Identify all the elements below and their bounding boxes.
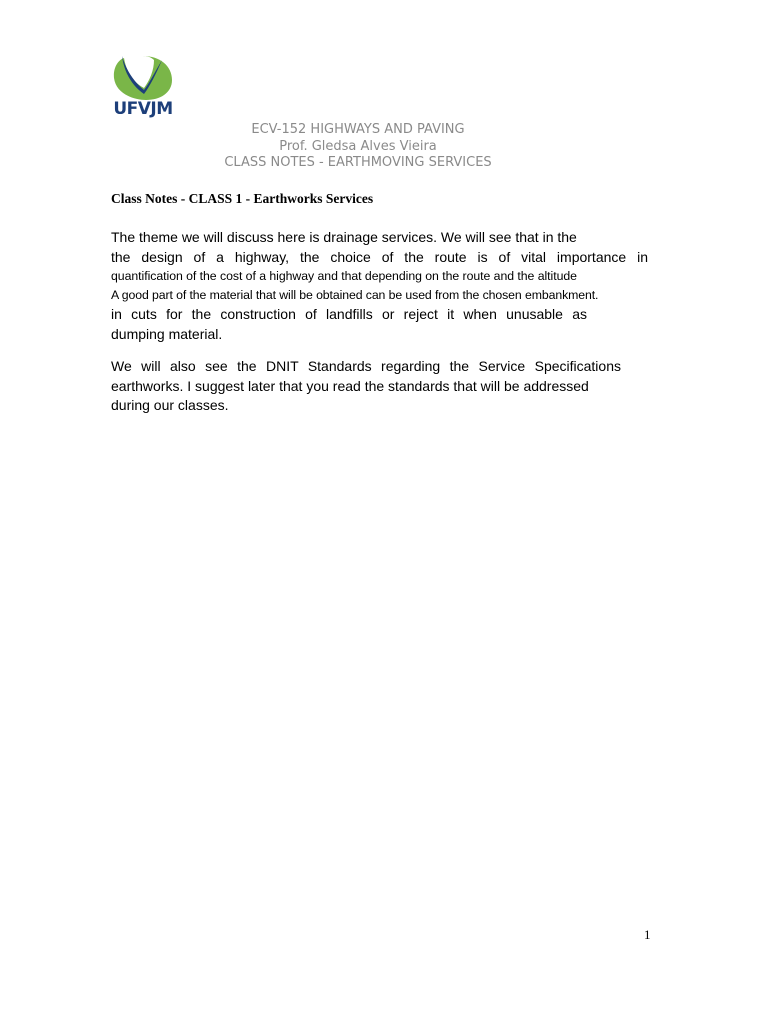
paragraph-1-line-3: quantification of the cost of a highway and that depending on the route and the altitude	[111, 269, 577, 283]
document-header	[150, 122, 566, 172]
paragraph-1-line-6: dumping material.	[111, 325, 223, 342]
notes-subtitle: CLASS NOTES - EARTHMOVING SERVICES	[224, 155, 492, 170]
paragraph-1-line-1: The theme we will discuss here is drainage services. We will see that in the	[111, 229, 577, 245]
paragraph-2-line-2: earthworks. I suggest later that you read the standards that will be addressed	[111, 377, 589, 394]
course-name: ECV-152 HIGHWAYS AND PAVING	[251, 122, 465, 137]
document-title: Class Notes - CLASS 1 - Earthworks Services	[111, 191, 374, 206]
paragraph-1-line-4: A good part of the material that will be obtained can be used from the chosen embankment.	[111, 288, 599, 302]
paragraph-1	[111, 228, 648, 344]
paragraph-2-line-3: during our classes.	[111, 397, 229, 413]
paragraph-2-line-1: We will also see the DNIT Standards regarding the Service Specifications	[111, 358, 621, 374]
paragraph-1-line-2: the design of a highway, the choice of the route is of vital importance in	[111, 248, 648, 265]
professor-name: Prof. Gledsa Alves Vieira	[279, 138, 437, 154]
paragraph-2	[111, 357, 648, 416]
page-number: 1	[644, 927, 651, 942]
logo-wordmark: UFVJM	[113, 99, 173, 119]
paragraph-1-line-5: in cuts for the construction of landfills or reject it when unusable as	[111, 306, 587, 322]
